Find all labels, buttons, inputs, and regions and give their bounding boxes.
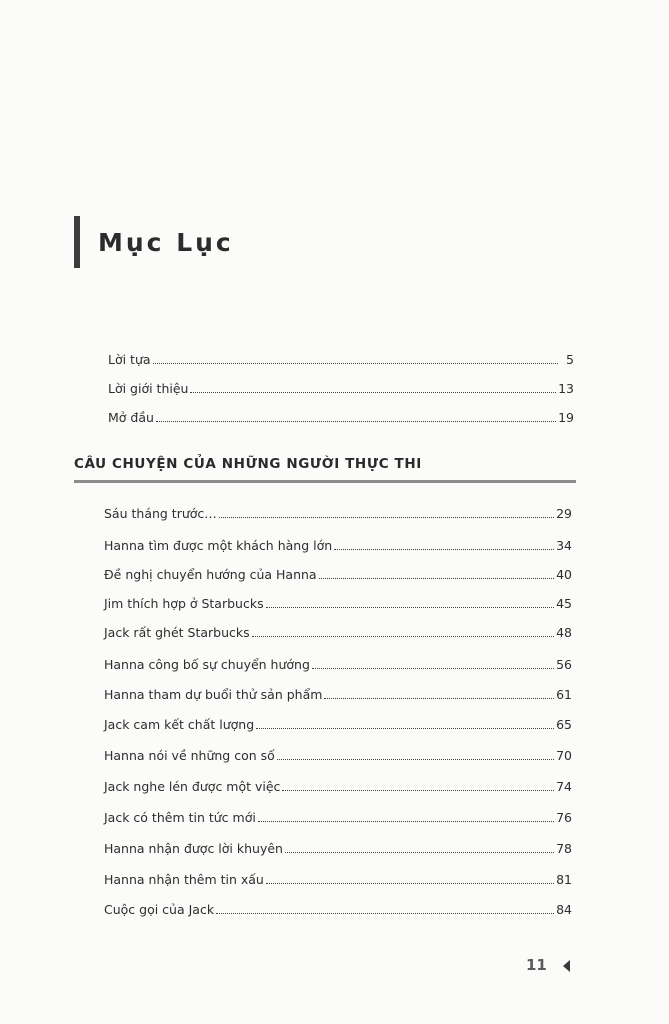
toc-entry-page: 76	[556, 810, 572, 825]
left-triangle-icon	[563, 960, 570, 972]
toc-entry-label: Jack nghe lén được một việc	[104, 779, 281, 794]
toc-leader-dots	[153, 362, 558, 364]
toc-entry	[104, 872, 572, 887]
toc-entry	[104, 538, 572, 553]
toc-entry	[104, 506, 572, 521]
toc-entry-label: Jack có thêm tin tức mới	[104, 810, 256, 825]
toc-leader-dots	[258, 820, 554, 822]
title-accent-bar	[74, 216, 80, 268]
toc-entry	[104, 810, 572, 825]
toc-leader-dots	[252, 635, 554, 637]
toc-entry-page: 61	[556, 687, 572, 702]
toc-entry	[104, 625, 572, 640]
toc-entry-label: Lời tựa	[108, 352, 151, 367]
toc-entry-label: Jack rất ghét Starbucks	[104, 625, 250, 640]
toc-entry	[104, 596, 572, 611]
toc-leader-dots	[256, 727, 554, 729]
toc-entry-label: Hanna nhận được lời khuyên	[104, 841, 283, 856]
page-title: Mục Lục	[98, 227, 234, 257]
toc-entry	[104, 567, 572, 582]
toc-entry-page: 84	[556, 902, 572, 917]
toc-entry	[104, 902, 572, 917]
toc-leader-dots	[312, 667, 554, 669]
toc-leader-dots	[266, 882, 554, 884]
toc-entry-page: 29	[556, 506, 572, 521]
toc-entry-page: 78	[556, 841, 572, 856]
toc-entry-label: Lời giới thiệu	[108, 381, 189, 396]
toc-entry-preface	[108, 352, 574, 367]
toc-entry	[104, 779, 572, 794]
toc-entry-page: 45	[556, 596, 572, 611]
toc-entry-page: 70	[556, 748, 572, 763]
toc-entry	[104, 748, 572, 763]
toc-entry	[104, 657, 572, 672]
toc-entry-label: Hanna tìm được một khách hàng lớn	[104, 538, 333, 553]
toc-entry-label: Hanna nói về những con số	[104, 748, 275, 763]
toc-leader-dots	[319, 577, 555, 579]
toc-entry-page: 56	[556, 657, 572, 672]
toc-entry-label: Đề nghị chuyển hướng của Hanna	[104, 567, 317, 582]
toc-entry-page: 81	[556, 872, 572, 887]
toc-entry-label: Hanna tham dự buổi thử sản phẩm	[104, 687, 323, 702]
section-heading: CÂU CHUYỆN CỦA NHỮNG NGƯỜI THỰC THI	[74, 456, 422, 472]
toc-leader-dots	[266, 606, 555, 608]
toc-leader-dots	[219, 516, 554, 518]
toc-entry-page: 65	[556, 717, 572, 732]
page-number: 11	[526, 956, 547, 974]
toc-leader-dots	[285, 851, 554, 853]
toc-entry-label: Jack cam kết chất lượng	[104, 717, 255, 732]
toc-entry-introduction	[108, 381, 574, 396]
section-divider	[74, 480, 576, 483]
toc-leader-dots	[277, 758, 554, 760]
toc-entry-label: Cuộc gọi của Jack	[104, 902, 215, 917]
toc-entry-label: Hanna nhận thêm tin xấu	[104, 872, 264, 887]
toc-entry-page: 40	[556, 567, 572, 582]
toc-leader-dots	[190, 391, 556, 393]
toc-entry-label: Sáu tháng trước…	[104, 506, 217, 521]
title-block	[74, 216, 234, 268]
toc-leader-dots	[216, 912, 554, 914]
toc-entry-label: Mở đầu	[108, 410, 154, 425]
toc-entry-page: 5	[566, 352, 574, 367]
toc-entry-page: 19	[558, 410, 574, 425]
toc-leader-dots	[334, 548, 554, 550]
toc-leader-dots	[156, 420, 556, 422]
toc-entry-page: 13	[558, 381, 574, 396]
toc-entry	[104, 717, 572, 732]
toc-leader-dots	[282, 789, 554, 791]
toc-entry-label: Jim thích hợp ở Starbucks	[104, 596, 264, 611]
toc-entry-page: 34	[556, 538, 572, 553]
toc-leader-dots	[324, 697, 554, 699]
toc-entry-opening	[108, 410, 574, 425]
toc-entry	[104, 841, 572, 856]
toc-entry-page: 74	[556, 779, 572, 794]
toc-entry-page: 48	[556, 625, 572, 640]
toc-entry	[104, 687, 572, 702]
toc-entry-label: Hanna công bố sự chuyển hướng	[104, 657, 310, 672]
